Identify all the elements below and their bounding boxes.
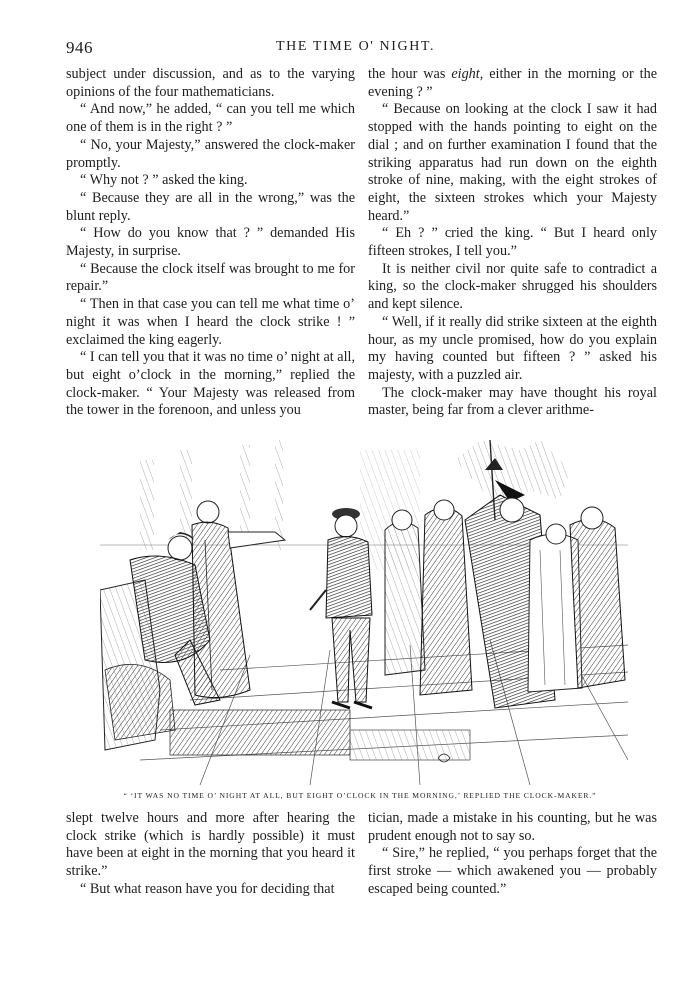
paragraph: slept twelve hours and more after hearing the clock strike (which is hardly possible) it must have been at eight in the morning that you heard it strike.” bbox=[66, 810, 355, 880]
paragraph: “ Well, if it really did strike sixteen at the eighth hour, as my uncle promised, how do you explain my having counted but fifteen ? ” asked his majesty, with a puzzled air. bbox=[368, 313, 657, 383]
page-number: 946 bbox=[66, 38, 93, 57]
robed-courtier-figure bbox=[192, 501, 285, 698]
paragraph: “ Eh ? ” cried the king. “ But I heard only fifteen strokes, I tell you.” bbox=[368, 225, 657, 260]
paragraph: The clock-maker may have thought his royal master, being far from a clever arithme- bbox=[368, 384, 657, 419]
running-header bbox=[66, 38, 658, 60]
running-title: THE TIME O' NIGHT. bbox=[276, 39, 436, 54]
paragraph: “ Because they are all in the wrong,” was the blunt reply. bbox=[66, 189, 355, 224]
paragraph: It is neither civil nor quite safe to contradict a king, so the clock-maker shrugged his shoulders and kept silence. bbox=[368, 260, 657, 313]
illustration-caption: “ ‘IT WAS NO TIME O’ NIGHT AT ALL, BUT EIGHT O’CLOCK IN THE MORNING,’ REPLIED THE CLOCK-MAKER.” bbox=[123, 791, 597, 800]
right-column-bottom bbox=[368, 810, 657, 899]
left-column-top bbox=[66, 66, 355, 420]
paragraph: “ I can tell you that it was no time o’ night at all, but eight o’clock in the morning,” replied the clock-maker. “ Your Majesty was released from the tower in the forenoon, and unless you bbox=[66, 349, 355, 419]
text-run: , either in the morning or the evening ? ” bbox=[368, 66, 657, 100]
emphasis: eight bbox=[451, 66, 480, 82]
paragraph: “ How do you know that ? ” demanded His Majesty, in surprise. bbox=[66, 225, 355, 260]
left-column-bottom bbox=[66, 810, 355, 899]
paragraph: “ Then in that case you can tell me what time o’ night it was when I heard the clock strike ! ” exclaimed the king eagerly. bbox=[66, 296, 355, 348]
paragraph: “ Because the clock itself was brought to me for repair.” bbox=[66, 260, 355, 295]
paragraph: “ Why not ? ” asked the king. bbox=[80, 172, 248, 189]
right-column-top bbox=[368, 66, 657, 420]
paragraph: “ Sire,” he replied, “ you perhaps forget that the first stroke — which awakened you — probably escaped being counted.” bbox=[368, 845, 657, 897]
text-run: the hour was bbox=[368, 66, 452, 82]
paragraph bbox=[368, 66, 657, 101]
paragraph: “ But what reason have you for deciding that bbox=[80, 880, 335, 897]
paragraph: tician, made a mistake in his counting, but he was prudent enough not to say so. bbox=[368, 810, 657, 844]
paragraph: “ Because on looking at the clock I saw it had stopped with the hands pointing to eight on the dial ; and on further examination I found that the striking apparatus had run down on the eighth stroke of nine, making, with the eight strokes of eight, the sixteen strokes which your Majesty heard.” bbox=[368, 101, 657, 224]
paragraph: subject under discussion, and as to the varying opinions of the four mathematicians. bbox=[66, 66, 355, 100]
paragraph: “ And now,” he added, “ can you tell me which one of them is in the right ? ” bbox=[66, 101, 355, 136]
engraving-illustration bbox=[100, 440, 628, 785]
paragraph: “ No, your Majesty,” answered the clock-maker promptly. bbox=[66, 136, 355, 171]
